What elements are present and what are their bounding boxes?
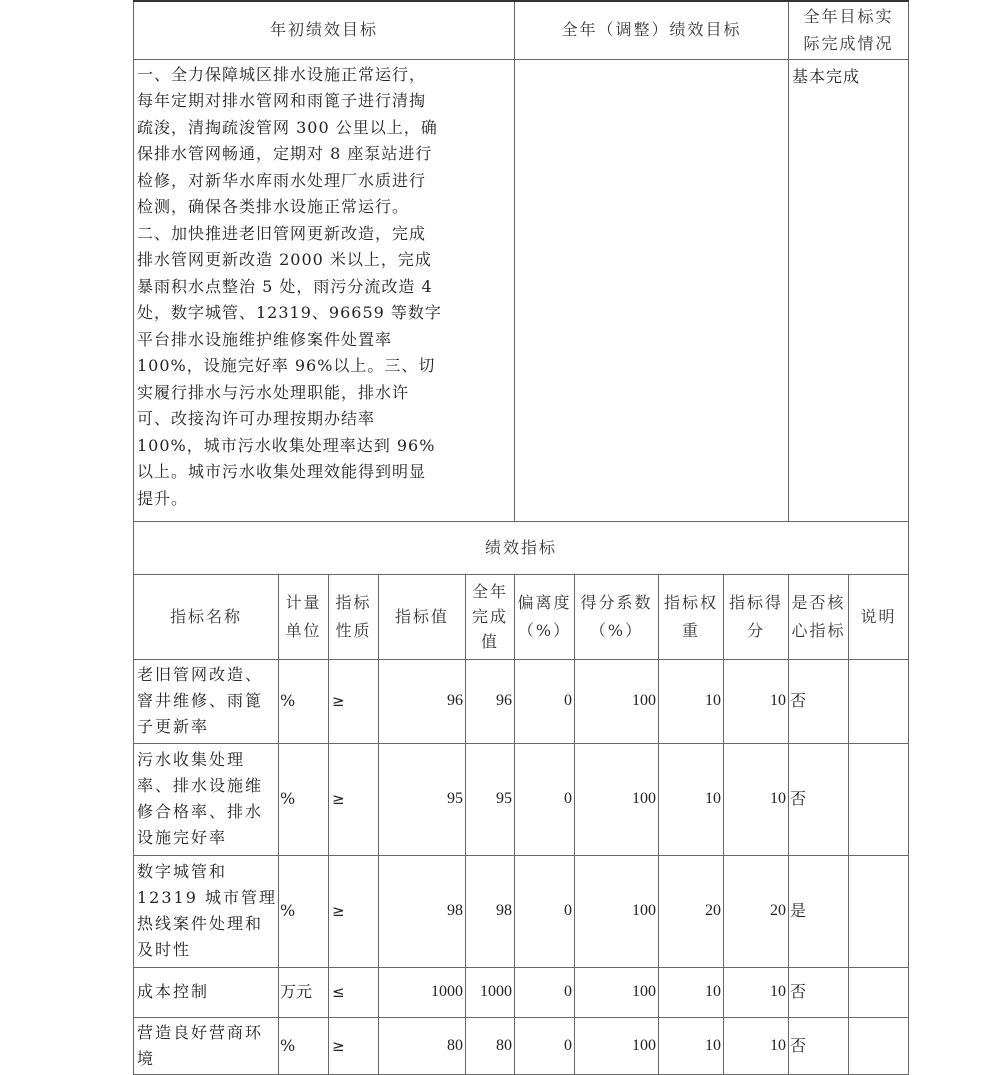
goal-line: 实履行排水与污水处理职能，排水许 <box>137 382 410 402</box>
indicator-core: 是 <box>789 855 849 967</box>
indicators-section-title: 绩效指标 <box>134 521 909 574</box>
indicator-name: 营造良好营商环 境 <box>134 1017 279 1074</box>
indicator-score: 10 <box>724 1017 789 1074</box>
goal-line: 处，数字城管、12319、96659 等数字 <box>137 303 442 322</box>
indicator-weight: 10 <box>659 659 724 743</box>
indicators-header-row <box>134 574 909 659</box>
indicator-weight: 10 <box>659 967 724 1017</box>
indicator-unit: % <box>279 743 329 855</box>
goal-line: 检修，对新华水库雨水处理厂水质进行 <box>137 170 427 190</box>
indicator-coef: 100 <box>575 967 659 1017</box>
goal-line: 保排水管网畅通，定期对 8 座泵站进行 <box>137 144 433 163</box>
initial-goal-lines <box>137 62 511 513</box>
indicator-weight: 10 <box>659 1017 724 1074</box>
indicator-note <box>849 743 909 855</box>
indicator-actual: 98 <box>466 855 515 967</box>
indicator-core: 否 <box>789 967 849 1017</box>
indicator-unit: % <box>279 659 329 743</box>
indicator-actual: 1000 <box>466 967 515 1017</box>
indicator-name: 成本控制 <box>134 967 279 1017</box>
actual-completion-header: 全年目标实际完成情况 <box>789 1 909 59</box>
indicator-row <box>134 1017 909 1074</box>
initial-goal-text <box>134 59 515 521</box>
goal-line: 检测，确保各类排水设施正常运行。 <box>137 197 410 216</box>
col-core-header: 是否核 心指标 <box>789 574 849 659</box>
goal-line: 一、全力保障城区排水设施正常运行， <box>137 64 427 84</box>
indicator-target: 80 <box>379 1017 466 1074</box>
indicator-target: 96 <box>379 659 466 743</box>
indicator-note <box>849 967 909 1017</box>
indicator-name: 数字城管和 12319 城市管理 热线案件处理和 及时性 <box>134 855 279 967</box>
indicator-score: 20 <box>724 855 789 967</box>
indicator-weight: 20 <box>659 855 724 967</box>
adjusted-goal-text <box>515 59 789 521</box>
col-nature-header: 指标 性质 <box>329 574 379 659</box>
indicator-actual: 95 <box>466 743 515 855</box>
indicator-note <box>849 855 909 967</box>
indicator-target: 98 <box>379 855 466 967</box>
col-unit-header: 计量 单位 <box>279 574 329 659</box>
col-actual-header: 全年 完成 值 <box>466 574 515 659</box>
actual-completion-text: 基本完成 <box>789 59 909 521</box>
indicator-core: 否 <box>789 1017 849 1074</box>
col-coef-header: 得分系数 （%） <box>575 574 659 659</box>
indicator-deviation: 0 <box>515 743 575 855</box>
indicator-deviation: 0 <box>515 659 575 743</box>
indicator-actual: 80 <box>466 1017 515 1074</box>
indicator-coef: 100 <box>575 855 659 967</box>
indicator-nature: ≥ <box>329 1017 379 1074</box>
indicator-row <box>134 967 909 1017</box>
goal-line: 100%，城市污水收集处理率达到 96% <box>137 435 436 455</box>
goal-line: 排水管网更新改造 2000 米以上，完成 <box>137 250 432 269</box>
indicator-unit: 万元 <box>279 967 329 1017</box>
goal-line: 二、加快推进老旧管网更新改造，完成 <box>137 223 427 243</box>
indicator-note <box>849 659 909 743</box>
indicator-nature: ≤ <box>329 967 379 1017</box>
indicator-nature: ≥ <box>329 743 379 855</box>
goals-header-row <box>134 1 909 59</box>
indicator-score: 10 <box>724 659 789 743</box>
indicator-nature: ≥ <box>329 855 379 967</box>
indicator-core: 否 <box>789 743 849 855</box>
indicators-body <box>134 659 909 1074</box>
indicator-weight: 10 <box>659 743 724 855</box>
indicator-row <box>134 659 909 743</box>
col-note-header: 说明 <box>849 574 909 659</box>
goal-line: 平台排水设施维护维修案件处置率 <box>137 329 393 349</box>
indicator-deviation: 0 <box>515 967 575 1017</box>
indicator-row <box>134 743 909 855</box>
indicator-nature: ≥ <box>329 659 379 743</box>
goal-line: 疏浚，清掏疏浚管网 300 公里以上，确 <box>137 117 438 137</box>
indicator-deviation: 0 <box>515 855 575 967</box>
indicators-section-row <box>134 521 909 574</box>
col-weight-header: 指标权 重 <box>659 574 724 659</box>
indicator-name: 老旧管网改造、 窨井维修、雨篦 子更新率 <box>134 659 279 743</box>
goal-line: 暴雨积水点整治 5 处，雨污分流改造 4 <box>137 276 433 296</box>
indicator-score: 10 <box>724 967 789 1017</box>
indicator-unit: % <box>279 1017 329 1074</box>
indicator-coef: 100 <box>575 659 659 743</box>
col-score-header: 指标得 分 <box>724 574 789 659</box>
initial-goal-header: 年初绩效目标 <box>134 1 515 59</box>
indicator-name: 污水收集处理 率、排水设施维 修合格率、排水 设施完好率 <box>134 743 279 855</box>
indicator-actual: 96 <box>466 659 515 743</box>
goal-line: 100%，设施完好率 96%以上。三、切 <box>137 356 436 375</box>
adjusted-goal-header: 全年（调整）绩效目标 <box>515 1 789 59</box>
col-name-header: 指标名称 <box>134 574 279 659</box>
goal-line: 以上。城市污水收集处理效能得到明显 <box>137 462 427 481</box>
indicator-target: 1000 <box>379 967 466 1017</box>
indicator-score: 10 <box>724 743 789 855</box>
goal-line: 每年定期对排水管网和雨篦子进行清掏 <box>137 91 427 110</box>
goals-content-row <box>134 59 909 521</box>
col-target-header: 指标值 <box>379 574 466 659</box>
indicator-row <box>134 855 909 967</box>
col-deviation-header: 偏离度 （%） <box>515 574 575 659</box>
indicator-unit: % <box>279 855 329 967</box>
goal-line: 提升。 <box>137 488 189 508</box>
indicator-coef: 100 <box>575 743 659 855</box>
goal-line: 可、改接沟许可办理按期办结率 <box>137 409 376 428</box>
indicator-target: 95 <box>379 743 466 855</box>
indicator-core: 否 <box>789 659 849 743</box>
performance-table <box>133 0 909 1075</box>
indicator-note <box>849 1017 909 1074</box>
indicator-deviation: 0 <box>515 1017 575 1074</box>
indicator-coef: 100 <box>575 1017 659 1074</box>
